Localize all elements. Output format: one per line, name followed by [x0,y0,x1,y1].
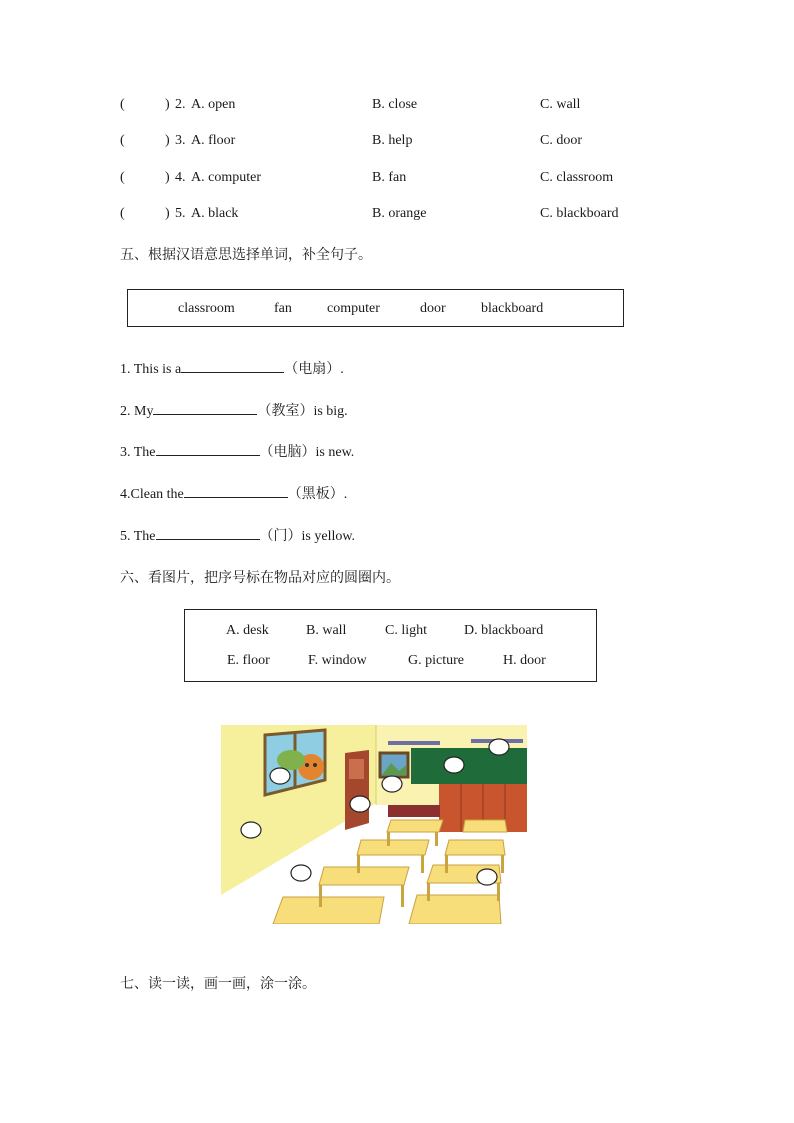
sentence-suffix: is yellow. [301,529,356,544]
option-label: F. window [308,653,367,668]
choice-row [120,170,680,190]
option-b: B. help [372,133,413,148]
sentence [120,483,347,503]
sentence-suffix: is new. [315,445,355,460]
sentence-suffix: . [340,362,344,377]
option-label: A. desk [226,623,269,638]
answer-circle[interactable] [444,757,464,773]
answer-blank[interactable] [181,358,284,373]
blackboard [411,748,527,784]
answer-circle[interactable] [270,768,290,784]
open-paren: ( [120,133,125,148]
sentence-prefix: 1. This is a [120,362,182,377]
answer-circle[interactable] [489,739,509,755]
teacher-desk [388,805,440,817]
section-heading: 七、读一读，画一画，涂一涂。 [120,976,316,992]
choice-row [120,206,680,226]
option-a: A. open [191,97,236,112]
option-label: E. floor [227,653,270,668]
option-a: A. computer [191,170,261,185]
word-bank-item: computer [327,301,380,316]
close-paren: ) [165,133,170,148]
option-c: C. classroom [540,170,614,185]
chinese-hint: （门） [259,528,302,544]
option-a: A. black [191,206,239,221]
open-paren: ( [120,206,125,221]
option-label: H. door [503,653,546,668]
sentence-prefix: 3. The [120,445,156,460]
answer-circle[interactable] [477,869,497,885]
question-number: 5. [175,206,186,221]
option-a: A. floor [191,133,236,148]
answer-blank[interactable] [156,441,260,456]
chinese-hint: （电扇） [284,361,341,377]
answer-circle[interactable] [291,865,311,881]
word-bank-item: door [420,301,446,316]
close-paren: ) [165,206,170,221]
question-number: 3. [175,133,186,148]
sentence [120,525,355,545]
sentence-prefix: 5. The [120,529,156,544]
classroom-illustration [221,725,527,924]
open-paren: ( [120,97,125,112]
option-label: G. picture [408,653,464,668]
answer-blank[interactable] [156,525,260,540]
answer-blank[interactable] [184,483,288,498]
word-bank-item: classroom [178,301,235,316]
option-label: D. blackboard [464,623,544,638]
sentence-prefix: 2. My [120,404,154,419]
sentence [120,400,348,420]
answer-circle[interactable] [241,822,261,838]
sentence-suffix: . [343,487,348,502]
choice-row [120,133,680,153]
word-bank-item: fan [274,301,292,316]
section-heading: 六、看图片，把序号标在物品对应的圆圈内。 [120,570,400,586]
sentence [120,441,354,461]
word-bank-box [127,289,624,327]
option-label: B. wall [306,623,347,638]
light [388,741,440,745]
option-c: C. wall [540,97,581,112]
answer-blank[interactable] [153,400,257,415]
section-heading: 五、根据汉语意思选择单词，补全句子。 [120,247,372,263]
chinese-hint: （黑板） [287,486,344,502]
sentence [120,358,344,378]
option-c: C. blackboard [540,206,619,221]
chinese-hint: （教室） [257,403,314,419]
option-label: C. light [385,623,428,638]
chinese-hint: （电脑） [259,444,316,460]
choice-row [120,97,680,117]
word-bank-item: blackboard [481,301,544,316]
open-paren: ( [120,170,125,185]
option-b: B. orange [372,206,427,221]
sentence-prefix: 4.Clean the [120,487,184,502]
close-paren: ) [165,170,170,185]
option-b: B. fan [372,170,407,185]
sentence-suffix: is big. [313,404,348,419]
close-paren: ) [165,97,170,112]
option-b: B. close [372,97,418,112]
options-box [184,609,597,682]
question-number: 4. [175,170,186,185]
option-c: C. door [540,133,582,148]
answer-circle[interactable] [382,776,402,792]
answer-circle[interactable] [350,796,370,812]
question-number: 2. [175,97,186,112]
